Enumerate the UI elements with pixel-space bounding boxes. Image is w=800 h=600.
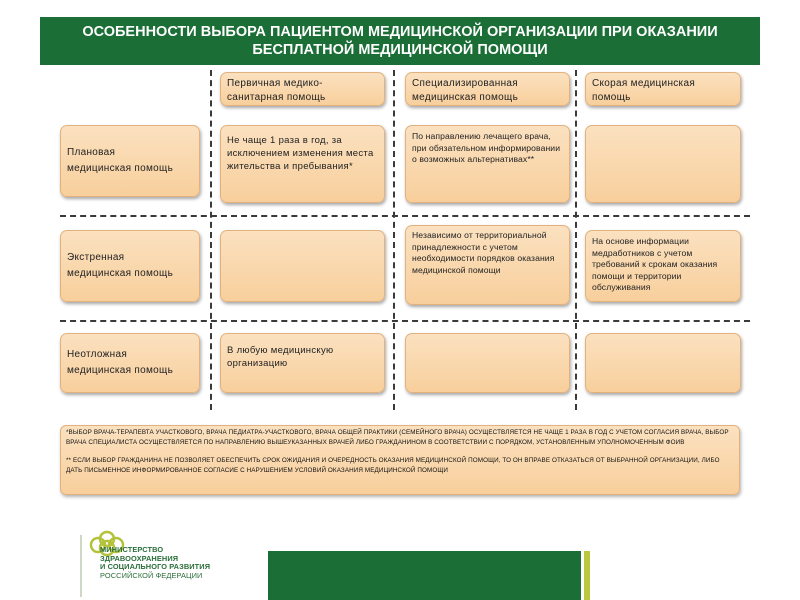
title-line-2: БЕСПЛАТНОЙ МЕДИЦИНСКОЙ ПОМОЩИ [252, 42, 548, 58]
cell-planned-specialized: По направлению лечащего врача, при обязательном информировании о возможных альтернативах** [405, 125, 570, 203]
logo-divider [80, 535, 82, 597]
title-line-1: ОСОБЕННОСТИ ВЫБОРА ПАЦИЕНТОМ МЕДИЦИНСКОЙ ОРГАНИЗАЦИИ ПРИ ОКАЗАНИИ [82, 24, 718, 40]
grid-hline-2 [60, 320, 750, 322]
footnote-2: ** ЕСЛИ ВЫБОР ГРАЖДАНИНА НЕ ПОЗВОЛЯЕТ ОБЕСПЕЧИТЬ СРОК ОЖИДАНИЯ И ОЧЕРЕДНОСТЬ ОКАЗАНИЯ МЕДИЦИНСКОЙ ПОМОЩИ, ТО ОН ВПРАВЕ ОТКАЗАТЬСЯ ОТ ВЫБРАННОЙ ОРГАНИЗАЦИИ, ЛИБО ДАТЬ ПИСЬМЕННОЕ ИНФОРМИРОВАННОЕ СОГЛАСИЕ С НАРУШЕНИЕМ УСЛОВИЙ ОКАЗАНИЯ МЕДИЦИНСКОЙ ПОМОЩИ [66, 457, 720, 474]
cell-non-urgent-emergency [585, 333, 741, 393]
column-header-emergency: Скорая медицинская помощь [585, 72, 741, 106]
cell-planned-emergency [585, 125, 741, 203]
bottom-decor-bar [268, 551, 581, 600]
column-header-specialized: Специализированная медицинская помощь [405, 72, 570, 106]
ministry-logo-text: МИНИСТЕРСТВО ЗДРАВООХРАНЕНИЯ И СОЦИАЛЬНОГО РАЗВИТИЯ РОССИЙСКОЙ ФЕДЕРАЦИИ [100, 545, 211, 580]
row-label-urgent: Экстренная медицинская помощь [60, 230, 200, 302]
footnotes-box [60, 425, 740, 495]
bottom-decor-accent [584, 551, 590, 600]
grid-hline-1 [60, 215, 750, 217]
column-header-primary: Первичная медико- санитарная помощь [220, 72, 385, 106]
cell-urgent-primary [220, 230, 385, 302]
cell-non-urgent-specialized [405, 333, 570, 393]
cell-non-urgent-primary: В любую медицинскую организацию [220, 333, 385, 393]
cell-planned-primary: Не чаще 1 раза в год, за исключением изменения места жительства и пребывания* [220, 125, 385, 203]
row-label-non-urgent: Неотложная медицинская помощь [60, 333, 200, 393]
grid-vline-1 [210, 70, 212, 410]
title-banner [40, 17, 760, 65]
footnote-1: *ВЫБОР ВРАЧА-ТЕРАПЕВТА УЧАСТКОВОГО, ВРАЧА ПЕДИАТРА-УЧАСТКОВОГО, ВРАЧА ОБЩЕЙ ПРАКТИКИ (СЕМЕЙНОГО ВРАЧА) ОСУЩЕСТВЛЯЕТСЯ НЕ ЧАЩЕ 1 РАЗА В ГОД С УЧЕТОМ СОГЛАСИЯ ВРАЧА, ВЫБОР ВРАЧА СПЕЦИАЛИСТА ОСУЩЕСТВЛЯЕТСЯ ПО НАПРАВЛЕНИЮ ВЫШЕУКАЗАННЫХ ВРАЧЕЙ ЛИБО ГРАЖДАНИНОМ В СООТВЕТСТВИИ С ПОРЯДКОМ, УСТАНОВЛЕННЫМ УПОЛНОМОЧЕННЫМ ФОИВ [66, 429, 729, 446]
row-label-planned: Плановая медицинская помощь [60, 125, 200, 197]
grid-vline-3 [575, 70, 577, 410]
cell-urgent-emergency: На основе информации медработников с учетом требований к срокам оказания помощи и территории обслуживания [585, 230, 741, 302]
grid-vline-2 [393, 70, 395, 410]
cell-urgent-specialized: Независимо от территориальной принадлежности с учетом необходимости порядков оказания медицинской помощи [405, 225, 570, 305]
